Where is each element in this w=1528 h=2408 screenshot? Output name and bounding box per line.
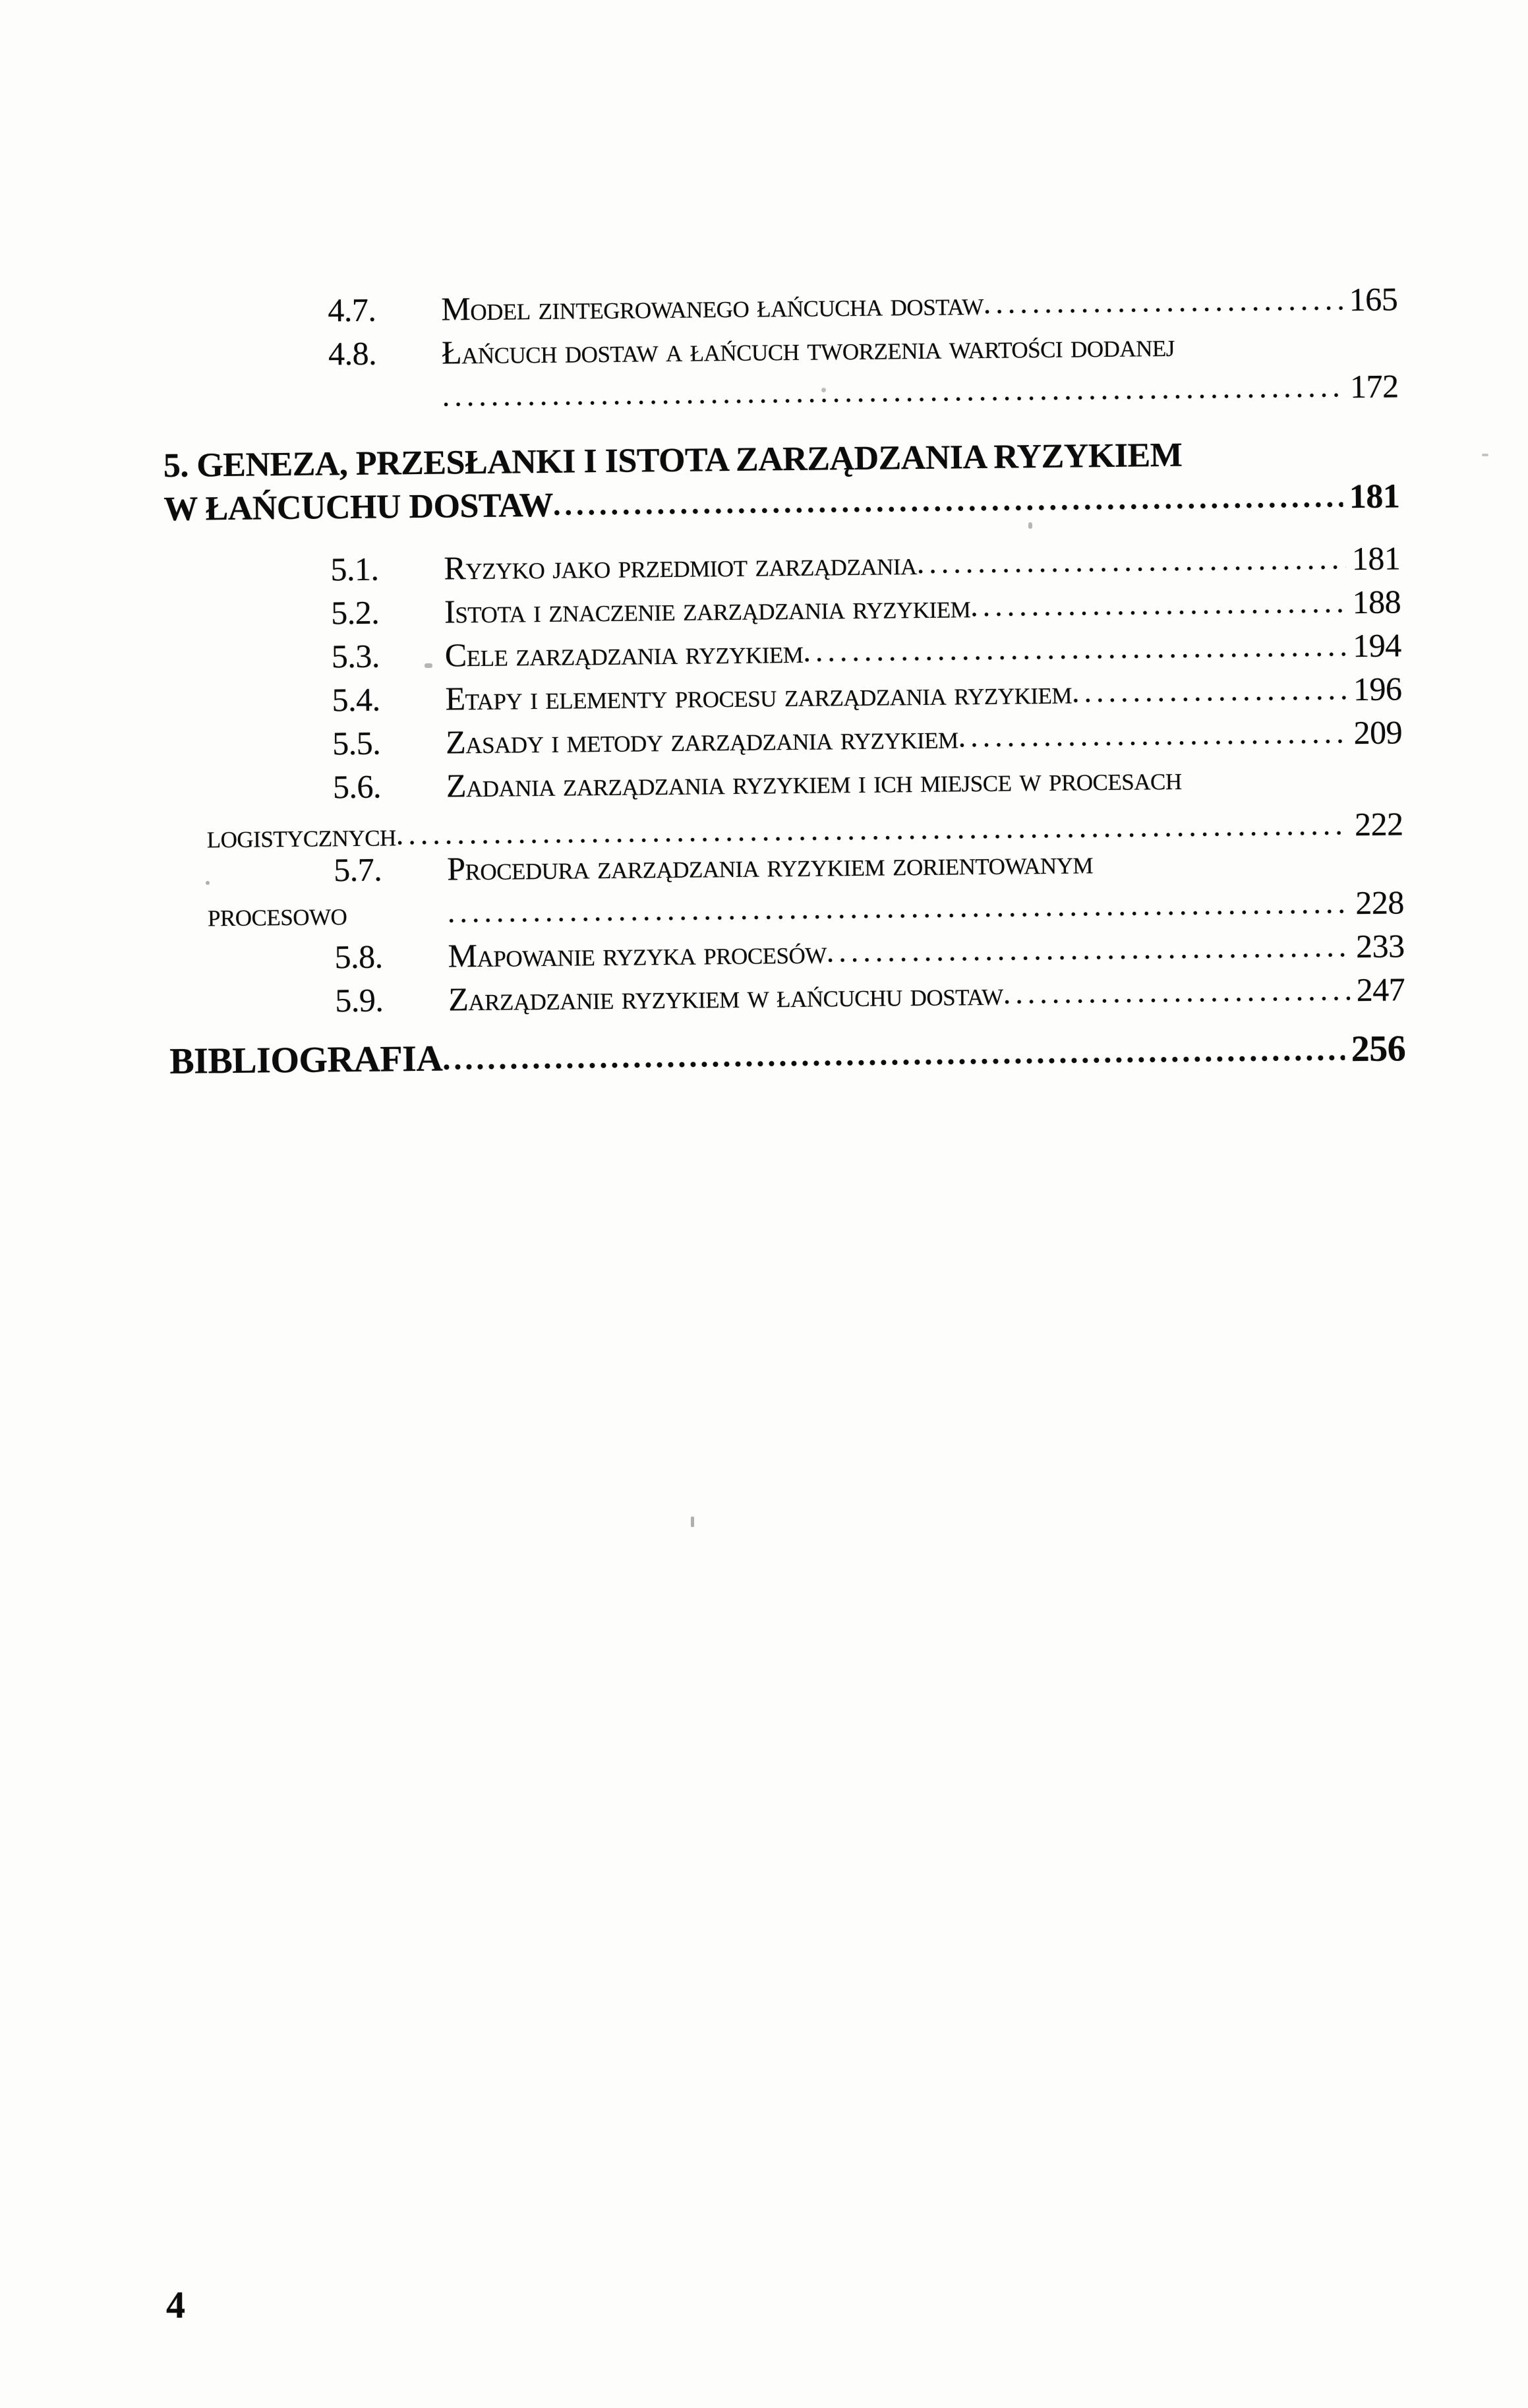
toc-entry-title: BIBLIOGRAFIA <box>169 1038 443 1082</box>
toc-entry-title: Cele zarządzania ryzykiem <box>444 632 804 674</box>
toc-entry-number: 5.1. <box>330 550 379 588</box>
dot-leader <box>958 709 1347 758</box>
toc-entry-title: Etapy i elementy procesu zarządzania ryzykiem <box>445 673 1073 717</box>
scan-speck <box>821 388 826 392</box>
toc-entry-page: 194 <box>1352 626 1402 665</box>
toc-entry-number: 5.2. <box>330 593 380 632</box>
toc-entry-number: 5.8. <box>334 938 383 976</box>
table-of-contents <box>162 277 1405 1083</box>
toc-entry-page: 247 <box>1356 971 1405 1009</box>
dot-leader <box>442 363 1343 417</box>
toc-entry-page: 256 <box>1351 1028 1406 1070</box>
dot-leader <box>826 923 1349 973</box>
dot-leader <box>1072 666 1347 713</box>
dot-leader <box>983 276 1343 325</box>
toc-entry-number: 5.5. <box>332 724 381 762</box>
toc-entry-bibliography <box>169 1027 1406 1083</box>
toc-entry-title: Zarządzanie ryzykiem w łańcuchu dostaw <box>448 975 1003 1018</box>
toc-entry-number: 5.4. <box>332 680 380 719</box>
toc-entry-page: 228 <box>1355 884 1405 922</box>
toc-entry-number: 4.7. <box>328 291 376 329</box>
toc-entry-title: Mapowanie ryzyka procesów <box>448 933 827 975</box>
chapter-heading-text: 5. GENEZA, PRZESŁANKI I ISTOTA ZARZĄDZANIA RYZYKIEM <box>163 436 1183 485</box>
toc-entry-number: 5.6. <box>332 768 382 806</box>
toc-entry-page: 196 <box>1353 670 1402 708</box>
toc-entry-page: 181 <box>1351 539 1401 578</box>
toc-entry-page: 181 <box>1349 477 1400 516</box>
toc-entry-page: 233 <box>1355 927 1405 965</box>
toc-entry-title: Model zintegrowanego łańcucha dostaw <box>441 284 984 328</box>
toc-entry-title: Ryzyko jako przedmiot zarządzania <box>444 545 918 587</box>
dot-leader <box>442 1026 1345 1081</box>
toc-entry-continuation: logistycznych <box>206 816 397 855</box>
page-number: 4 <box>166 2283 185 2326</box>
toc-entry-number: 5.7. <box>333 851 382 889</box>
toc-entry-page: 222 <box>1354 805 1403 843</box>
toc-entry-title: Zasady i metody zarządzania ryzykiem <box>445 718 958 761</box>
dot-leader <box>803 622 1347 673</box>
toc-entry-title: Istota i znaczenie zarządzania ryzykiem <box>444 587 971 630</box>
scan-speck <box>206 881 210 885</box>
chapter-heading-text: W ŁAŃCUCHU DOSTAW <box>163 486 554 528</box>
toc-entry-number: 5.9. <box>335 981 384 1019</box>
dot-leader <box>970 579 1346 628</box>
toc-entry-title: Zadania zarządzania ryzykiem i ich miejsce w procesach <box>446 759 1182 804</box>
toc-entry-page: 172 <box>1349 367 1399 406</box>
toc-entry-number: 5.3. <box>331 637 380 675</box>
scan-speck <box>691 1517 694 1527</box>
scan-speck <box>1028 522 1032 529</box>
dot-leader <box>916 535 1345 585</box>
toc-entry-continuation: procesowo <box>207 895 347 934</box>
toc-entry-page: 188 <box>1352 583 1401 621</box>
toc-entry-title: Łańcuch dostaw a łańcuch tworzenia wartości dodanej <box>441 326 1175 371</box>
toc-entry-page: 165 <box>1349 280 1398 318</box>
scan-speck <box>1482 454 1488 456</box>
dot-leader <box>1003 967 1350 1015</box>
toc-entry-title: Procedura zarządzania ryzykiem zorientowanym <box>446 843 1094 888</box>
toc-entry-number: 4.8. <box>328 334 377 373</box>
scan-speck <box>425 663 432 668</box>
toc-entry-page: 209 <box>1353 713 1403 752</box>
dot-leader <box>553 474 1343 527</box>
